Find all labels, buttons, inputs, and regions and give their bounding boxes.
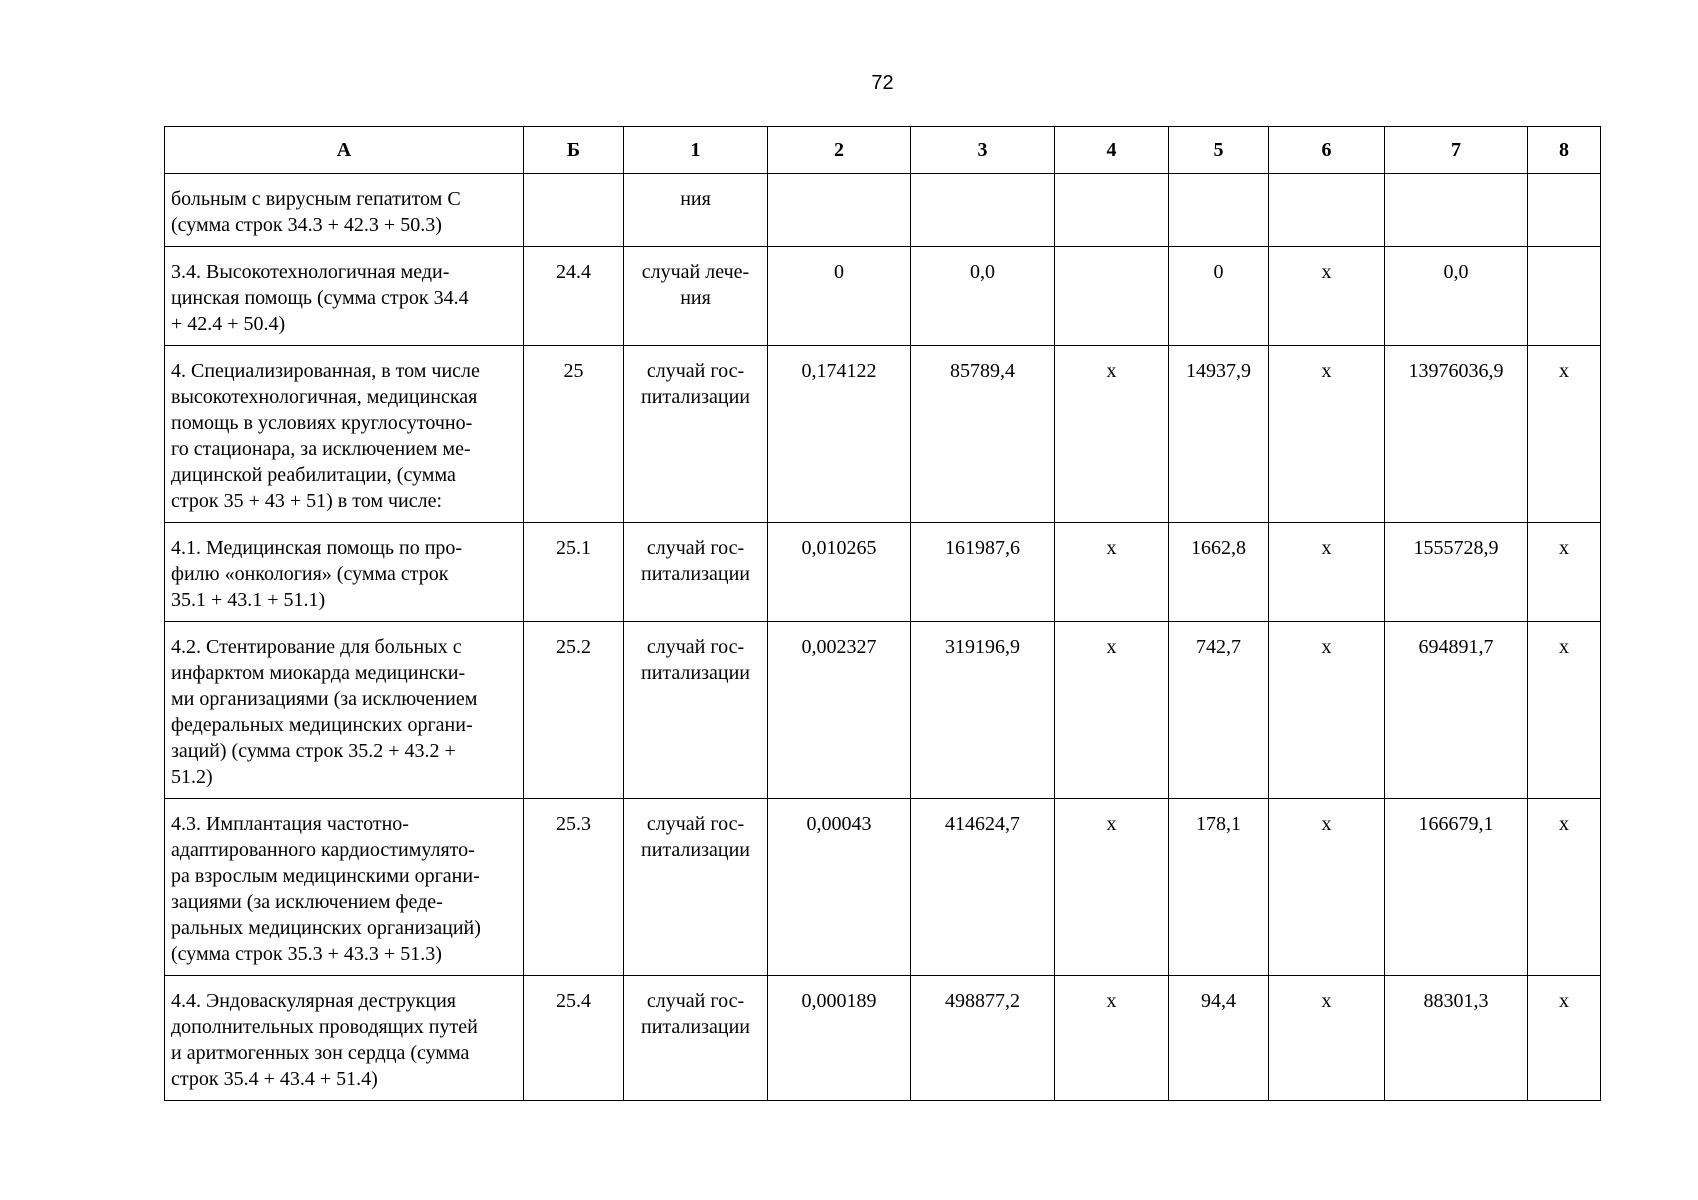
row-description: 3.4. Высокотехнологичная меди- цинская помощь (сумма строк 34.4 + 42.4 + 50.4)	[171, 261, 469, 335]
table-row	[165, 247, 1601, 346]
table-cell: x	[1528, 976, 1601, 1101]
table-cell: 0,00043	[768, 799, 911, 976]
table-cell: 85789,4	[911, 346, 1055, 523]
table-cell: x	[1269, 523, 1385, 622]
unit-cell: случай гос- питализации	[640, 636, 750, 684]
table-cell: x	[1055, 799, 1169, 976]
table-cell	[1528, 174, 1601, 247]
unit-cell: случай гос- питализации	[640, 537, 750, 585]
table-cell	[524, 174, 624, 247]
table-cell: 166679,1	[1385, 799, 1528, 976]
table-cell: 24.4	[524, 247, 624, 346]
table-cell: 742,7	[1169, 622, 1269, 799]
table-cell: x	[1055, 976, 1169, 1101]
table-cell: 0,174122	[768, 346, 911, 523]
table-cell: x	[1269, 346, 1385, 523]
table-cell	[1055, 247, 1169, 346]
table-cell: 0,000189	[768, 976, 911, 1101]
table-row	[165, 174, 1601, 247]
row-description: 4.1. Медицинская помощь по про- филю «онкология» (сумма строк 35.1 + 43.1 + 51.1)	[171, 537, 463, 611]
table-cell: x	[1055, 346, 1169, 523]
column-header: Б	[524, 127, 624, 174]
row-description: 4.4. Эндоваскулярная деструкция дополнительных проводящих путей и аритмогенных зон сердца (сумма строк 35.4 + 43.4 + 51.4)	[171, 990, 478, 1090]
table-cell: 0	[768, 247, 911, 346]
column-header: 3	[911, 127, 1055, 174]
unit-cell: ния	[680, 188, 711, 210]
row-description: 4.3. Имплантация частотно- адаптированного кардиостимулято- ра взрослым медицинскими органи- зациями (за исключением феде- ральных медицинских организаций) (сумма строк 35.3 + 43.3 + 51.3)	[171, 813, 481, 965]
table-cell: 88301,3	[1385, 976, 1528, 1101]
table-cell: x	[1528, 799, 1601, 976]
table-cell: 498877,2	[911, 976, 1055, 1101]
column-header: 5	[1169, 127, 1269, 174]
row-description: 4.2. Стентирование для больных с инфарктом миокарда медицински- ми организациями (за исключением федеральных медицинских органи- заций) (сумма строк 35.2 + 43.2 + 51.2)	[171, 636, 478, 788]
table-cell: x	[1269, 799, 1385, 976]
table-cell: x	[1528, 523, 1601, 622]
table-cell: 0	[1169, 247, 1269, 346]
table-cell: 94,4	[1169, 976, 1269, 1101]
unit-cell: случай гос- питализации	[640, 813, 750, 861]
column-header: 7	[1385, 127, 1528, 174]
column-header: 4	[1055, 127, 1169, 174]
page-number: 72	[871, 72, 894, 94]
table-cell	[1169, 174, 1269, 247]
unit-cell: случай лече- ния	[641, 261, 750, 309]
table-cell: 0,0	[1385, 247, 1528, 346]
table-row	[165, 523, 1601, 622]
table-cell: 25.1	[524, 523, 624, 622]
column-header: 1	[624, 127, 768, 174]
table-cell: 25.3	[524, 799, 624, 976]
table-cell	[1269, 174, 1385, 247]
column-header: А	[165, 127, 524, 174]
table-cell: 1662,8	[1169, 523, 1269, 622]
table-cell: 0,0	[911, 247, 1055, 346]
table-cell: 0,002327	[768, 622, 911, 799]
table-row	[165, 622, 1601, 799]
table-cell: x	[1269, 247, 1385, 346]
table-cell: 25.4	[524, 976, 624, 1101]
table-cell: 0,010265	[768, 523, 911, 622]
table-cell: x	[1528, 346, 1601, 523]
table-cell	[1528, 247, 1601, 346]
table-cell: 414624,7	[911, 799, 1055, 976]
table-cell: 14937,9	[1169, 346, 1269, 523]
row-description: 4. Специализированная, в том числе высокотехнологичная, медицинская помощь в условиях круглосуточно- го стационара, за исключением ме- дицинской реабилитации, (сумма строк 35 + 43 + 51) в том числе:	[171, 360, 480, 512]
table-cell: x	[1528, 622, 1601, 799]
unit-cell: случай гос- питализации	[640, 990, 750, 1038]
table-cell: 178,1	[1169, 799, 1269, 976]
data-table	[164, 126, 1601, 1101]
unit-cell: случай гос- питализации	[640, 360, 750, 408]
table-cell	[768, 174, 911, 247]
row-description: больным с вирусным гепатитом С (сумма строк 34.3 + 42.3 + 50.3)	[171, 188, 461, 236]
column-header: 8	[1528, 127, 1601, 174]
table-row	[165, 976, 1601, 1101]
table-cell	[1055, 174, 1169, 247]
table-cell: x	[1269, 976, 1385, 1101]
table-cell	[911, 174, 1055, 247]
table-cell: x	[1269, 622, 1385, 799]
table-cell: x	[1055, 523, 1169, 622]
table-cell: 161987,6	[911, 523, 1055, 622]
table-cell: 25.2	[524, 622, 624, 799]
table-cell: 694891,7	[1385, 622, 1528, 799]
table-cell: 13976036,9	[1385, 346, 1528, 523]
table-header-row	[165, 127, 1601, 174]
table-row	[165, 799, 1601, 976]
column-header: 6	[1269, 127, 1385, 174]
table-cell: 25	[524, 346, 624, 523]
table-cell: 319196,9	[911, 622, 1055, 799]
table-row	[165, 346, 1601, 523]
table-cell: 1555728,9	[1385, 523, 1528, 622]
table-cell: x	[1055, 622, 1169, 799]
column-header: 2	[768, 127, 911, 174]
table-cell	[1385, 174, 1528, 247]
